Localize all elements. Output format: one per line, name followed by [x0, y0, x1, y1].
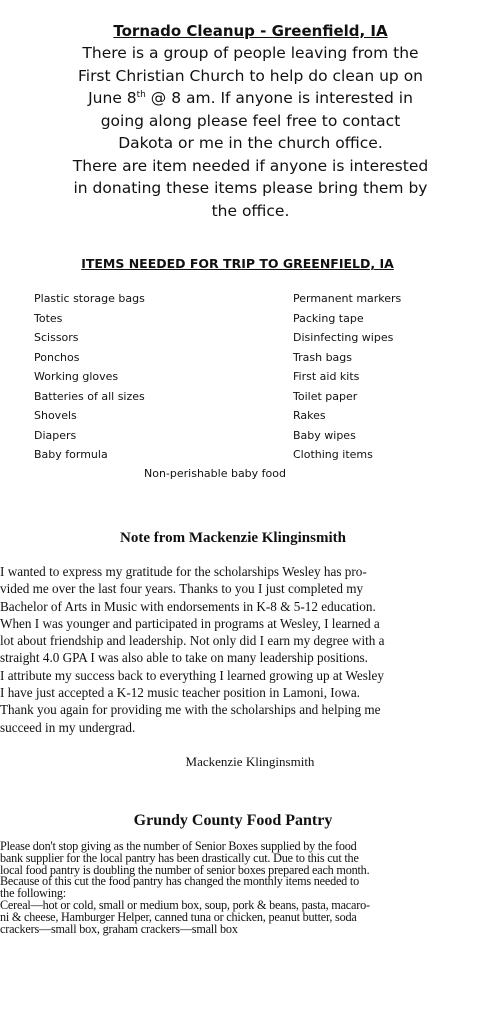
pantry-line: the following: [0, 886, 66, 901]
note-body [0, 563, 474, 736]
pantry-line: bank supplier for the local pantry has been drastically cut. Due to this cut the [0, 850, 359, 865]
tornado-date-suffix: th [136, 89, 146, 100]
list-item: Baby wipes [293, 428, 356, 442]
items-extra-item: Non-perishable baby food [143, 467, 286, 480]
tornado-line: First Christian Church to help do clean up on [77, 66, 424, 85]
list-item: First aid kits [293, 370, 360, 383]
tornado-cleanup-title: Tornado Cleanup - Greenfield, IA [113, 22, 388, 40]
pantry-title: Grundy County Food Pantry [133, 812, 333, 829]
list-item: Working gloves [34, 370, 119, 383]
items-needed-heading: ITEMS NEEDED FOR TRIP TO GREENFIELD, IA [81, 256, 394, 271]
tornado-time-text: @ 8 am. If anyone is interested in [145, 89, 413, 107]
note-line: straight 4.0 GPA I was also able to take on many leadership positions. [0, 650, 368, 666]
list-item: Totes [34, 311, 63, 325]
note-line: vided me over the last four years. Thanks to you I just completed my [0, 581, 364, 597]
list-item: Batteries of all sizes [34, 389, 145, 403]
tornado-cleanup-body [20, 42, 481, 222]
list-item: Scissors [34, 331, 79, 344]
list-item: Permanent markers [293, 292, 402, 305]
list-item: Rakes [293, 409, 326, 422]
pantry-line: ni & cheese, Hamburger Helper, canned tuna or chicken, peanut butter, soda [0, 909, 357, 924]
note-line: I have just accepted a K-12 music teacher position in Lamoni, Iowa. [0, 685, 360, 701]
list-item: Disinfecting wipes [293, 331, 394, 344]
list-item: Packing tape [293, 311, 364, 325]
tornado-line: Dakota or me in the church office. [118, 134, 383, 152]
pantry-body [0, 841, 470, 935]
list-item: Plastic storage bags [34, 292, 145, 305]
tornado-line [20, 87, 481, 110]
tornado-line: There are item needed if anyone is interested [72, 156, 429, 175]
list-item: Shovels [34, 409, 77, 422]
note-line: lot about friendship and leadership. Not only did I earn my degree with a [0, 633, 385, 649]
tornado-line: going along please feel free to contact [100, 111, 401, 130]
note-line: When I was younger and participated in programs at Wesley, I learned a [0, 615, 380, 631]
note-line: I wanted to express my gratitude for the scholarships Wesley has pro- [0, 564, 367, 579]
tornado-line: in donating these items please bring them by [73, 179, 428, 197]
note-signature: Mackenzie Klinginsmith [185, 754, 315, 769]
list-item: Trash bags [293, 350, 353, 364]
note-title: Note from Mackenzie Klinginsmith [120, 530, 346, 546]
list-item: Ponchos [34, 350, 80, 364]
tornado-cleanup-section [20, 20, 481, 222]
list-item: Diapers [34, 428, 77, 442]
pantry-line: Because of this cut the food pantry has changed the monthly items needed to [0, 874, 359, 889]
tornado-line: There is a group of people leaving from the [82, 44, 419, 62]
list-item: Baby formula [34, 448, 108, 461]
items-list-left [34, 289, 145, 465]
note-line: Bachelor of Arts in Music with endorsements in K-8 & 5-12 education. [0, 598, 376, 614]
pantry-line: Please don't stop giving as the number of Senior Boxes supplied by the food [0, 839, 357, 853]
tornado-date-text: June 8 [88, 89, 137, 107]
items-list-right [293, 289, 401, 465]
list-item: Toilet paper [293, 389, 358, 403]
pantry-line: Cereal—hot or cold, small or medium box, soup, pork & beans, pasta, macaro- [0, 897, 370, 912]
pantry-line: crackers—small box, graham crackers—small box [0, 921, 238, 936]
note-line: Thank you again for providing me with the scholarships and helping me [0, 702, 381, 718]
note-line: succeed in my undergrad. [0, 719, 136, 735]
pantry-line: local food pantry is doubling the number of senior boxes prepared each month. [0, 862, 370, 877]
note-line: I attribute my success back to everything I learned growing up at Wesley [0, 667, 384, 683]
list-item: Clothing items [293, 448, 373, 461]
tornado-line: the office. [211, 201, 290, 220]
